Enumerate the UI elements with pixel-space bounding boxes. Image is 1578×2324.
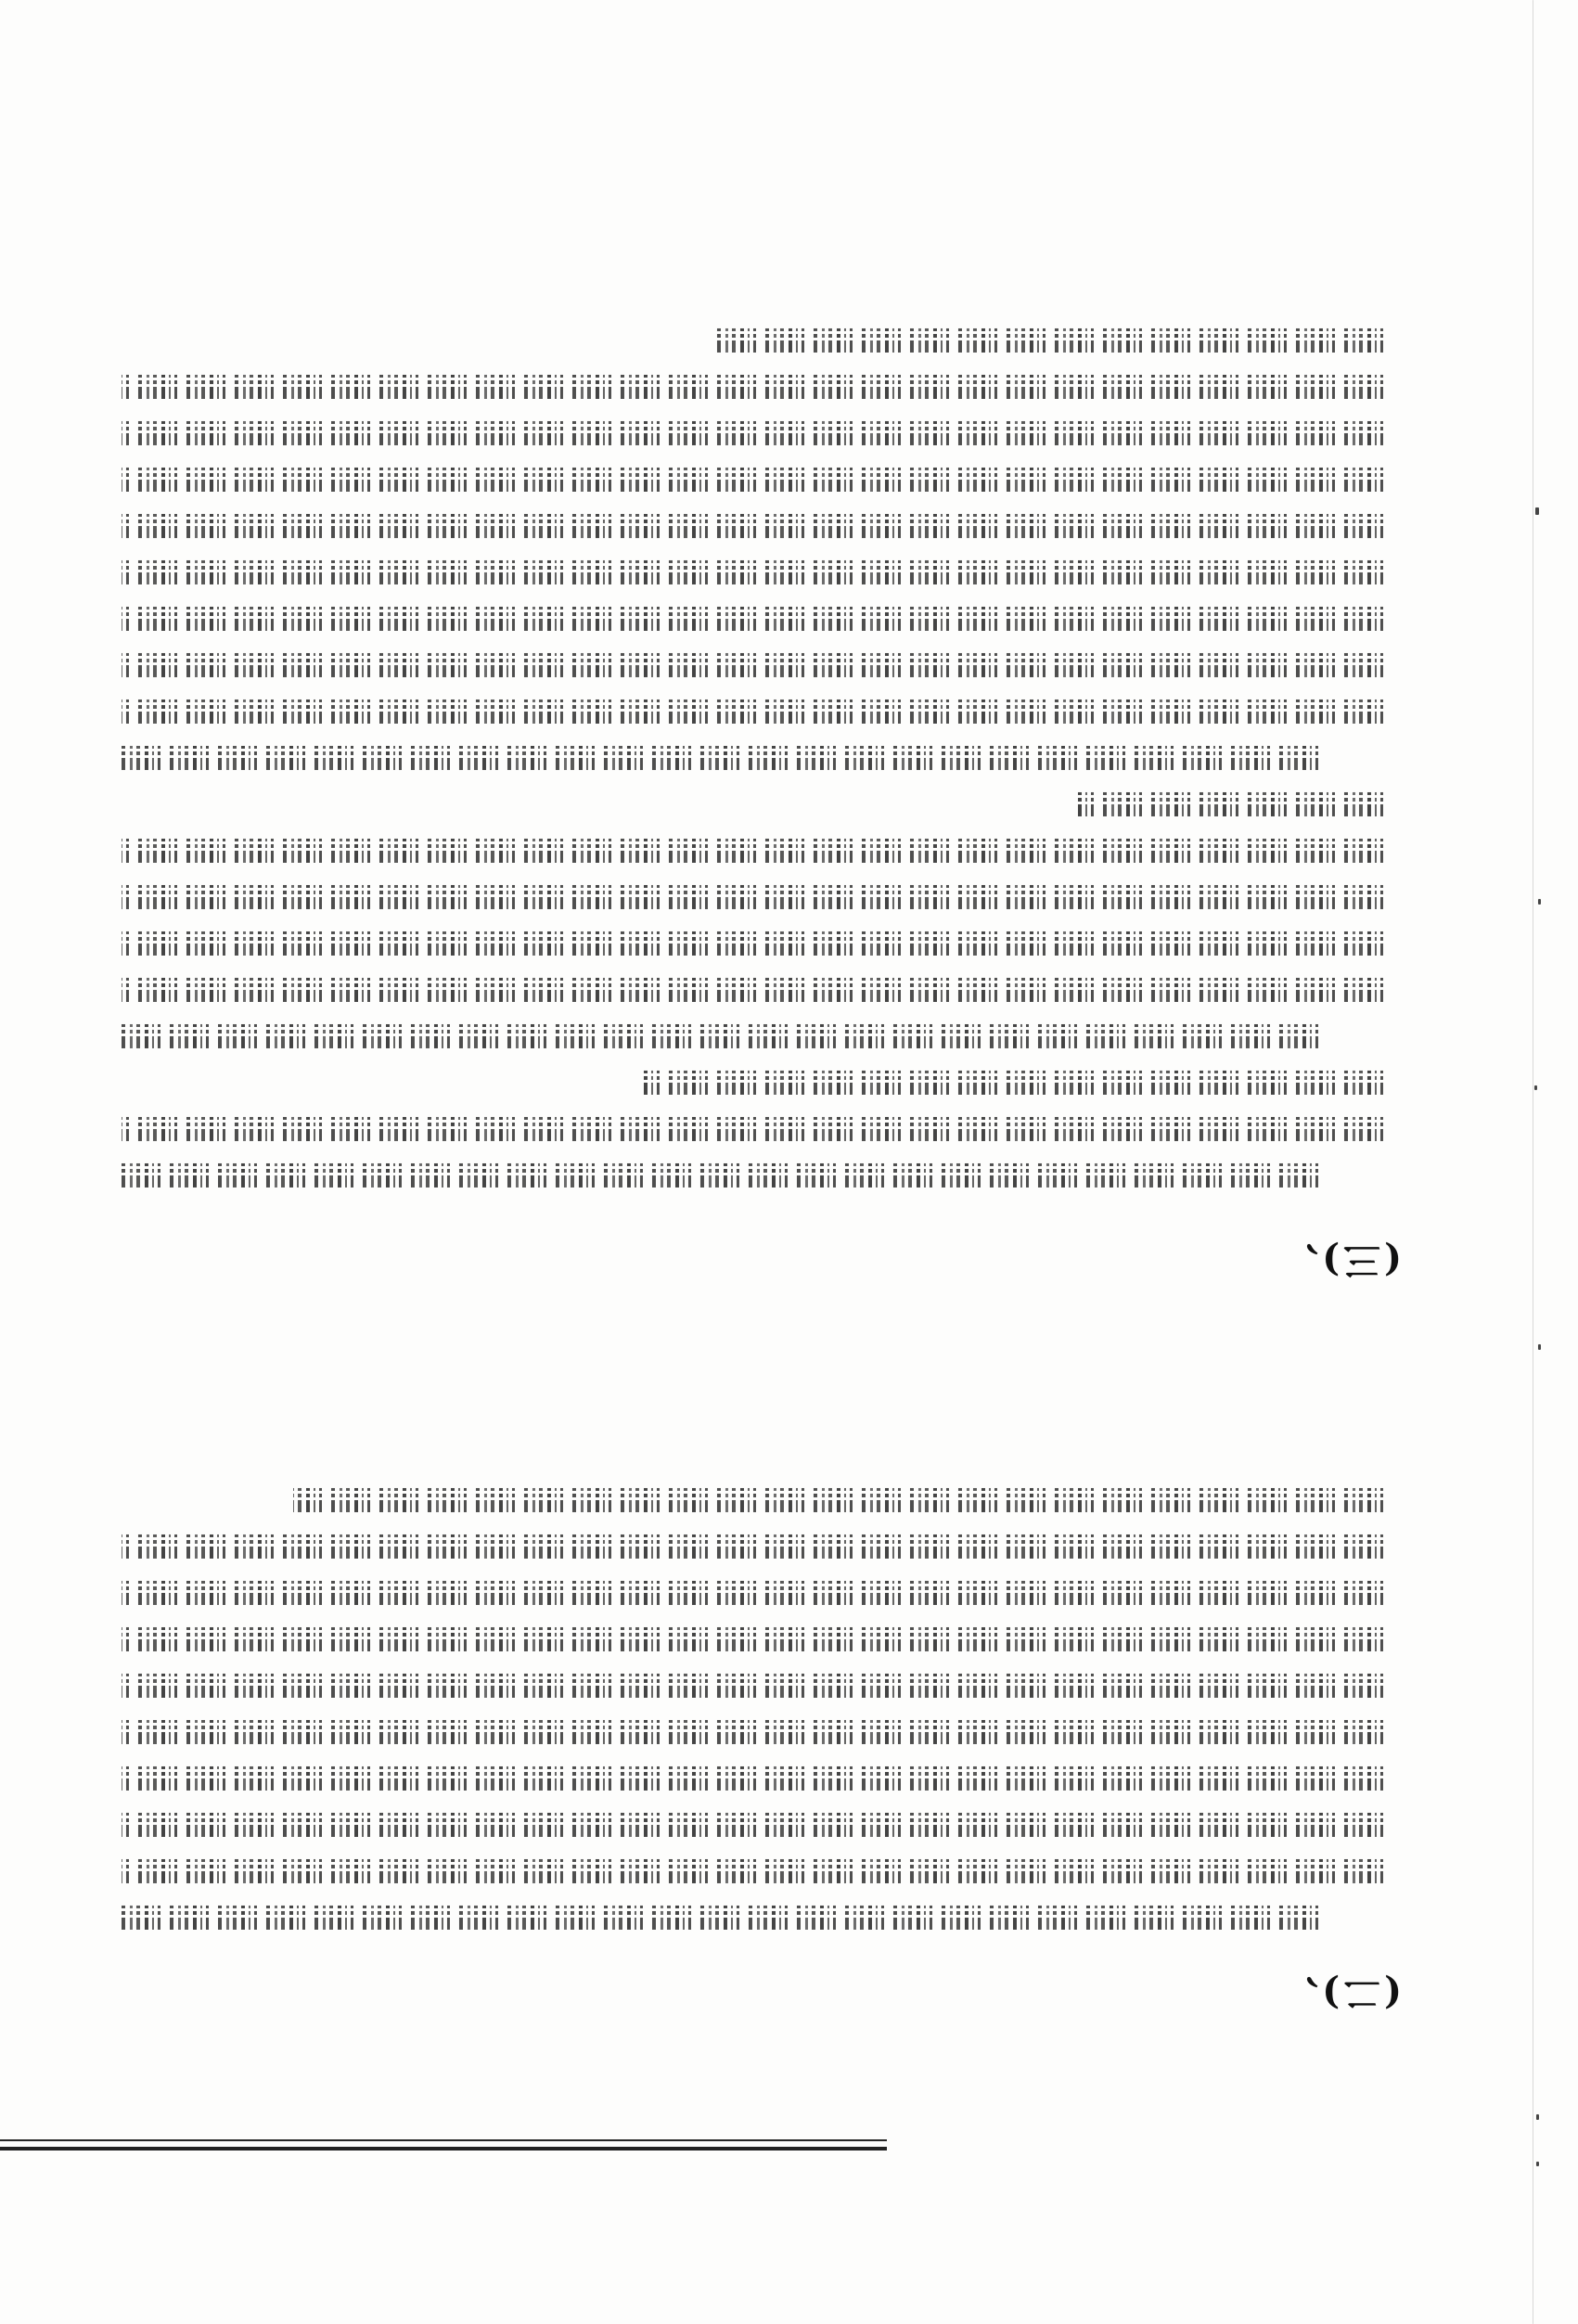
text-line — [122, 931, 1383, 956]
text-line — [122, 1720, 1383, 1744]
text-line — [1077, 792, 1383, 816]
text-line — [293, 1488, 1383, 1512]
text-line — [122, 700, 1383, 724]
text-line — [122, 839, 1383, 863]
text-line — [122, 1534, 1383, 1559]
section-2-title-scan — [1138, 1981, 1277, 2018]
section-3-number: (三) — [1318, 1239, 1402, 1282]
scan-speck — [1536, 2162, 1539, 2166]
section-3-heading — [1092, 1237, 1402, 1290]
text-line — [122, 1581, 1383, 1605]
text-line — [641, 1071, 1383, 1095]
scan-speck — [1534, 1085, 1537, 1090]
text-line — [122, 978, 1383, 1002]
text-line — [122, 514, 1383, 538]
text-line — [122, 607, 1383, 631]
scan-speck — [1538, 899, 1541, 905]
text-line — [122, 1163, 1318, 1188]
text-line — [122, 421, 1383, 445]
text-line — [715, 328, 1383, 353]
header-rule-thick — [0, 2147, 887, 2151]
section-2-number: (二) — [1318, 1971, 1402, 2015]
text-line — [122, 375, 1383, 399]
section-2-heading — [1138, 1970, 1402, 2022]
text-line — [122, 653, 1383, 677]
text-line — [122, 1813, 1383, 1837]
text-line — [122, 746, 1318, 770]
text-line — [122, 1674, 1383, 1698]
text-line — [122, 1766, 1383, 1791]
scan-speck — [1536, 2114, 1539, 2120]
text-line — [122, 1117, 1383, 1141]
section-3-title-scan — [1092, 1248, 1277, 1285]
text-line — [122, 1024, 1318, 1048]
text-line — [122, 560, 1383, 584]
scan-speck — [1535, 507, 1539, 515]
header-rule-thin — [0, 2139, 887, 2141]
text-line — [122, 885, 1383, 909]
text-line — [122, 1906, 1318, 1930]
section-2-separator: 、 — [1277, 1971, 1319, 2015]
section-3-separator: 、 — [1277, 1239, 1319, 1282]
text-line — [122, 468, 1383, 492]
text-line — [122, 1627, 1383, 1651]
scan-speck — [1538, 1344, 1541, 1350]
text-line — [122, 1859, 1383, 1883]
